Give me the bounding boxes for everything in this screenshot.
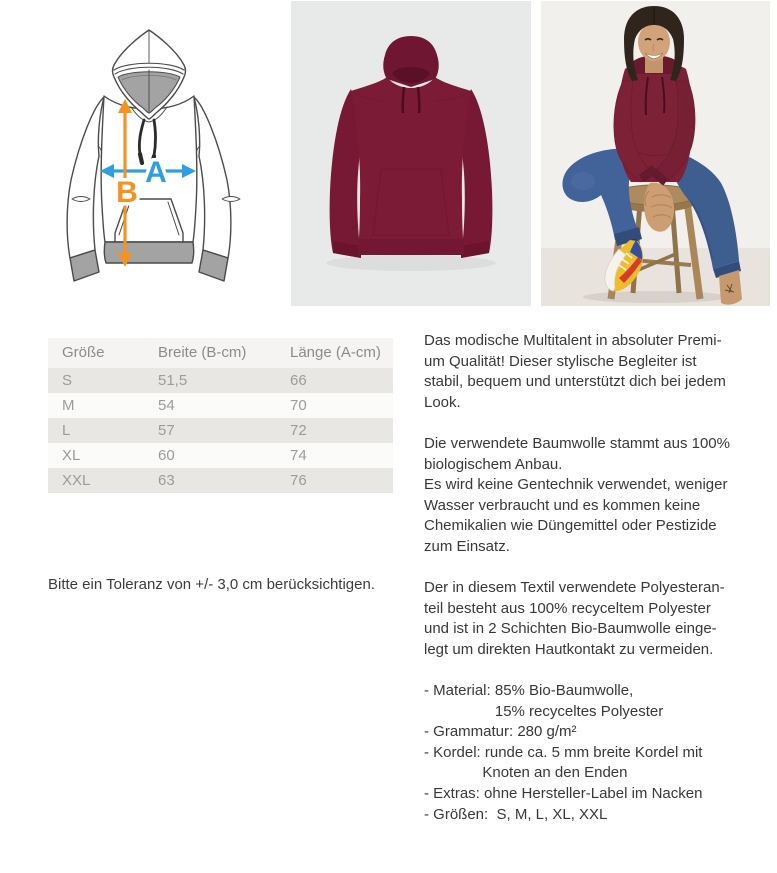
description-line: 15% recyceltes Polyester <box>424 702 664 720</box>
cell-laenge: 74 <box>290 447 307 464</box>
description-line <box>424 413 774 434</box>
description-line: Knoten an den Enden <box>424 764 628 782</box>
flat-hoodie-graphic <box>291 1 531 306</box>
cell-breite: 63 <box>158 472 175 489</box>
description-line: - Kordel: runde ca. 5 mm breite Kordel mit <box>424 743 703 761</box>
cell-size: S <box>62 372 73 389</box>
description-line: Look. <box>424 393 461 411</box>
cell-laenge: 76 <box>290 472 307 489</box>
col-header-groesse: Größe <box>62 344 105 361</box>
size-chart-row <box>48 443 393 468</box>
description-line: und ist in 2 Schichten Bio-Baumwolle einge- <box>424 620 717 638</box>
cell-size: XXL <box>62 472 91 489</box>
description-line: legt um direkten Hautkontakt zu vermeiden. <box>424 640 714 658</box>
cell-breite: 60 <box>158 447 175 464</box>
description-line: - Grammatur: 280 g/m² <box>424 723 577 741</box>
product-description <box>424 331 774 825</box>
description-line: Es wird keine Gentechnik verwendet, weniger <box>424 476 728 494</box>
size-chart-row <box>48 393 393 418</box>
size-chart-body <box>48 368 393 493</box>
col-header-laenge: Länge (A-cm) <box>290 344 381 361</box>
col-header-breite: Breite (B-cm) <box>158 344 247 361</box>
description-line: zum Einsatz. <box>424 537 510 555</box>
description-line <box>424 558 774 579</box>
description-line: Chemikalien wie Düngemittel oder Pestizide <box>424 517 717 535</box>
description-line <box>424 661 774 682</box>
description-line: - Extras: ohne Hersteller-Label im Nacken <box>424 785 703 803</box>
description-line: um Qualität! Dieser stylische Begleiter ist <box>424 352 697 370</box>
description-line: Wasser verbraucht und es kommen keine <box>424 496 701 514</box>
cell-laenge: 72 <box>290 422 307 439</box>
cell-size: M <box>62 397 75 414</box>
description-line: teil besteht aus 100% recyceltem Polyester <box>424 599 711 617</box>
description-line: Das modische Multitalent in absoluter Premi- <box>424 332 722 349</box>
product-photo-model <box>541 1 770 306</box>
description-line: Der in diesem Textil verwendete Polyesteran- <box>424 579 725 597</box>
tolerance-note: Bitte ein Toleranz von +/- 3,0 cm berücksichtigen. <box>48 576 375 593</box>
size-diagram-image <box>42 8 270 304</box>
description-line: - Material: 85% Bio-Baumwolle, <box>424 682 634 700</box>
cell-size: XL <box>62 447 81 464</box>
cell-breite: 57 <box>158 422 175 439</box>
description-line: Die verwendete Baumwolle stammt aus 100% <box>424 434 730 452</box>
cell-size: L <box>62 422 71 439</box>
cell-breite: 51,5 <box>158 372 188 389</box>
description-line: stabil, bequem und unterstützt dich bei jedem <box>424 373 726 391</box>
size-chart-table <box>48 338 393 493</box>
product-photo-flat <box>291 1 531 306</box>
length-arrow-label: B <box>116 176 138 209</box>
description-line: biologischem Anbau. <box>424 455 563 473</box>
width-arrow-label: A <box>145 156 167 189</box>
size-chart-header-row <box>48 338 393 368</box>
model-figure <box>541 1 770 306</box>
size-chart-row <box>48 368 393 393</box>
description-line: - Größen: S, M, L, XL, XXL <box>424 805 608 823</box>
cell-laenge: 66 <box>290 372 307 389</box>
size-chart-row <box>48 468 393 493</box>
cell-laenge: 70 <box>290 397 307 414</box>
size-chart-row <box>48 418 393 443</box>
cell-breite: 54 <box>158 397 175 414</box>
